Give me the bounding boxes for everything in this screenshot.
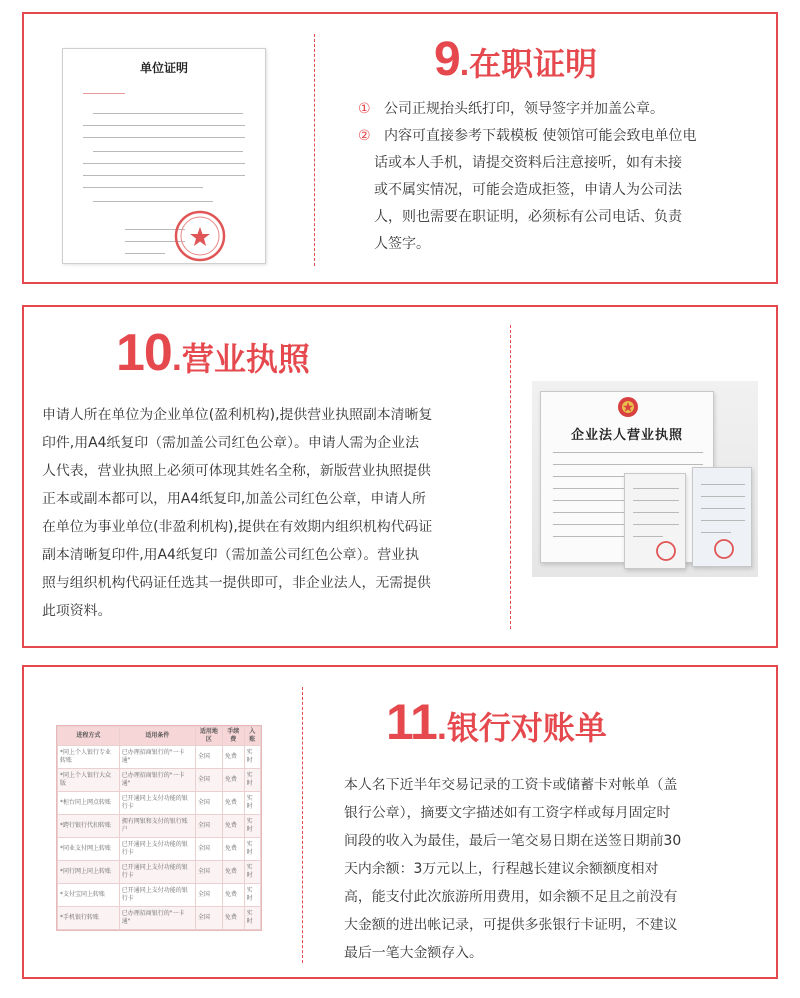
text-line: 人代表，营业执照上必须可体现其姓名全称，新版营业执照提供: [42, 463, 431, 479]
table-cell: 全国: [195, 815, 222, 838]
section-title: 在职证明: [469, 45, 598, 83]
table-cell: 免费: [222, 884, 244, 907]
doc-title: 单位证明: [139, 61, 188, 75]
text-line: 大金额的进出帐记录，可提供多张银行卡证明，不建议: [344, 917, 678, 933]
table-cell: *同上个人银行大众版: [58, 769, 120, 792]
item-marker: ②: [358, 128, 371, 144]
section-9-heading: [434, 32, 597, 87]
text-line: 高，能支付此次旅游所用费用，如余额不足且之前没有: [344, 889, 678, 905]
text-line: 最后一笔大金额存入。: [344, 945, 483, 961]
table-cell: 免费: [222, 792, 244, 815]
text-line: 间段的收入为最佳，最后一笔交易日期在送签日期前30: [344, 833, 682, 849]
section-number: 10: [116, 324, 172, 382]
table-cell: 实时: [244, 792, 260, 815]
table-cell: *支付宝同上转账: [58, 884, 120, 907]
section-dot: .: [171, 337, 182, 378]
table-cell: *同行网上同上转账: [58, 861, 120, 884]
text-line: 在单位为事业单位(非盈利机构),提供在有效期内组织机构代码证: [42, 519, 433, 535]
divider-line: [302, 687, 303, 963]
table-header: 适用条件: [119, 727, 195, 746]
table-cell: 全国: [195, 838, 222, 861]
section-number: 11: [386, 694, 437, 750]
table-cell: 实时: [244, 838, 260, 861]
text-line: 副本清晰复印件,用A4纸复印（需加盖公司红色公章）。营业执: [42, 547, 419, 563]
table-cell: 免费: [222, 769, 244, 792]
table-cell: 实时: [244, 907, 260, 930]
text-line: 天内余额：3万元以上，行程越长建议余额额度相对: [344, 861, 659, 877]
bank-transfer-table-image: [56, 725, 262, 931]
table-cell: 实时: [244, 815, 260, 838]
table-header: 进程方式: [58, 727, 120, 746]
table-row: [58, 884, 261, 907]
table-cell: 全国: [195, 769, 222, 792]
table-cell: *同上个人银行专业转账: [58, 746, 120, 769]
company-seal-icon: [173, 209, 227, 263]
item-text-line: 或不属实情况，可能会造成拒签，申请人为公司法: [374, 182, 682, 198]
table-cell: 全国: [195, 907, 222, 930]
text-line: 印件,用A4纸复印（需加盖公司红色公章）。申请人需为企业法: [42, 435, 419, 451]
bank-table: [57, 726, 261, 930]
section-title: 营业执照: [181, 340, 310, 378]
table-cell: 全国: [195, 861, 222, 884]
section-9-card: [22, 12, 778, 284]
table-cell: 免费: [222, 746, 244, 769]
table-cell: 已开通同上支付功能的银行卡: [119, 861, 195, 884]
table-cell: 已开通同上支付功能的银行卡: [119, 838, 195, 861]
text-line: 本人名下近半年交易记录的工资卡或储蓄卡对帐单（盖: [344, 777, 678, 793]
table-cell: 已开通同上支付功能的银行卡: [119, 884, 195, 907]
section-9-body: [358, 96, 758, 258]
text-line: 申请人所在单位为企业单位(盈利机构),提供营业执照副本清晰复: [42, 407, 433, 423]
item-text-line: 人签字。: [374, 236, 430, 252]
table-cell: 免费: [222, 907, 244, 930]
table-cell: *手机银行转账: [58, 907, 120, 930]
seal-icon: [713, 538, 735, 560]
table-cell: 已办理招商银行的"一卡通": [119, 907, 195, 930]
table-cell: 全国: [195, 746, 222, 769]
section-10-heading: [116, 323, 310, 383]
section-dot: .: [459, 45, 470, 83]
business-license-image: [532, 381, 758, 577]
item-text-line: 人，则也需要在职证明，必须标有公司电话、负责: [374, 209, 682, 225]
table-header: 手续费: [222, 727, 244, 746]
table-header: 适用地区: [195, 727, 222, 746]
table-row: [58, 769, 261, 792]
table-row: [58, 746, 261, 769]
table-cell: 拥有网银和支付的银行账户: [119, 815, 195, 838]
text-line: 银行公章），摘要文字描述如有工资字样或每月固定时: [344, 805, 671, 821]
table-cell: 全国: [195, 884, 222, 907]
table-cell: 免费: [222, 815, 244, 838]
section-11-body: [344, 771, 764, 967]
table-header-row: [58, 727, 261, 746]
table-cell: 实时: [244, 746, 260, 769]
item-marker: ①: [358, 101, 371, 117]
table-row: [58, 792, 261, 815]
table-cell: 已开通同上支付功能的银行卡: [119, 792, 195, 815]
table-cell: 实时: [244, 884, 260, 907]
section-number: 9: [434, 33, 460, 86]
license-title: 企业法人营业执照: [570, 428, 683, 443]
license-copy-card: [624, 473, 686, 569]
table-row: [58, 815, 261, 838]
text-line: 正本或副本都可以，用A4纸复印,加盖公司红色公章，申请人所: [42, 491, 426, 507]
text-line: 照与组织机构代码证任选其一提供即可，非企业法人，无需提供: [42, 575, 431, 591]
section-11-heading: [386, 693, 607, 751]
national-emblem-icon: [617, 396, 639, 418]
table-cell: *跨行银行代扣转账: [58, 815, 120, 838]
table-cell: 实时: [244, 861, 260, 884]
list-item: [358, 123, 758, 150]
table-row: [58, 838, 261, 861]
text-line: 此项资料。: [42, 603, 112, 619]
table-cell: 实时: [244, 769, 260, 792]
section-11-card: [22, 665, 778, 979]
section-dot: .: [436, 706, 447, 747]
employment-certificate-image: [62, 48, 266, 264]
table-row: [58, 907, 261, 930]
table-header: 入账: [244, 727, 260, 746]
table-row: [58, 861, 261, 884]
item-text: 公司正规抬头纸打印，领导签字并加盖公章。: [384, 101, 664, 117]
table-cell: *同业支付网上转账: [58, 838, 120, 861]
section-title: 银行对账单: [446, 709, 607, 747]
table-cell: 免费: [222, 838, 244, 861]
table-cell: 免费: [222, 861, 244, 884]
section-10-body: [42, 401, 512, 625]
org-code-card: [692, 467, 752, 567]
item-text-line: 话或本人手机，请提交资料后注意接听，如有未接: [374, 155, 682, 171]
section-10-card: [22, 305, 778, 648]
item-text-line: 内容可直接参考下载模板 使领馆可能会致电单位电: [384, 128, 697, 144]
table-cell: 全国: [195, 792, 222, 815]
divider-line: [314, 34, 315, 266]
divider-line: [510, 325, 511, 629]
table-cell: *柜台同上网点转账: [58, 792, 120, 815]
list-item: [358, 96, 758, 123]
table-cell: 已办理招商银行的"一卡通": [119, 769, 195, 792]
seal-icon: [655, 540, 677, 562]
table-cell: 已办理招商银行的"一卡通": [119, 746, 195, 769]
